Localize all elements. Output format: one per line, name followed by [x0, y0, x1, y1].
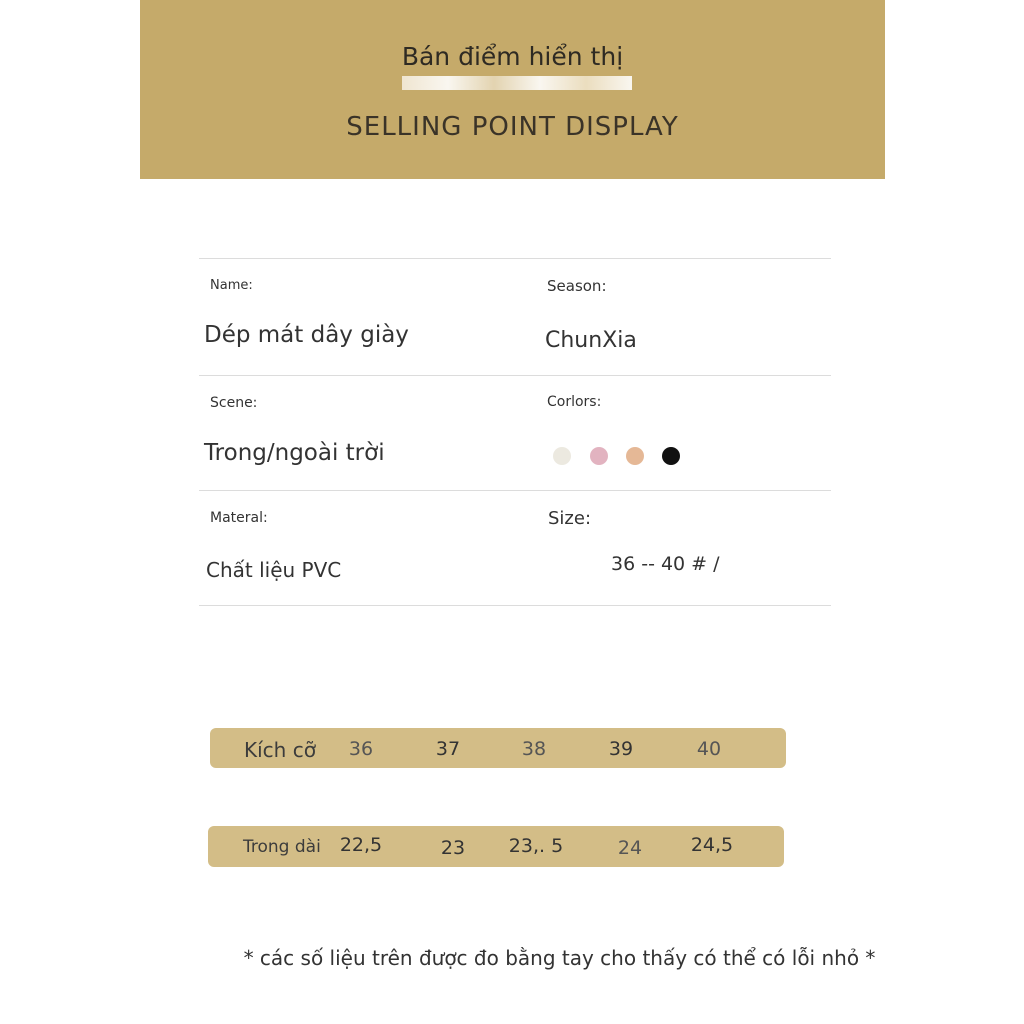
divider	[199, 490, 831, 491]
divider	[199, 258, 831, 259]
color-swatch-black	[662, 447, 680, 465]
color-swatch-tan	[626, 447, 644, 465]
name-label: Name:	[210, 278, 253, 293]
material-value: Chất liệu PVC	[206, 558, 342, 582]
length-cell: 22,5	[339, 834, 383, 856]
header-title-vi: Bán điểm hiển thị	[401, 42, 624, 71]
size-cell: 37	[435, 738, 461, 760]
color-swatch-pink	[590, 447, 608, 465]
color-swatch-cream	[553, 447, 571, 465]
length-row-label: Trong dài	[243, 837, 321, 857]
size-cell: 39	[608, 738, 634, 760]
blurred-watermark	[402, 76, 632, 90]
divider	[199, 375, 831, 376]
length-cell: 23	[440, 837, 466, 859]
size-cell: 40	[696, 738, 722, 760]
season-value: ChunXia	[545, 328, 637, 353]
size-value: 36 -- 40 # /	[611, 553, 720, 575]
size-row-label: Kích cỡ	[244, 738, 316, 762]
colors-label: Corlors:	[547, 394, 602, 410]
header-title-en: SELLING POINT DISPLAY	[346, 112, 679, 142]
material-label: Materal:	[210, 510, 268, 526]
name-value: Dép mát dây giày	[204, 322, 409, 348]
season-label: Season:	[547, 277, 607, 295]
scene-label: Scene:	[210, 395, 258, 411]
length-cell: 23,. 5	[508, 835, 564, 857]
size-label: Size:	[548, 508, 592, 529]
size-cell: 38	[521, 738, 547, 760]
divider	[199, 605, 831, 606]
header-banner	[140, 0, 885, 179]
length-cell: 24	[617, 837, 643, 859]
size-cell: 36	[348, 738, 374, 760]
length-cell: 24,5	[690, 834, 734, 856]
scene-value: Trong/ngoài trời	[204, 440, 385, 466]
measurement-note: * các số liệu trên được đo bằng tay cho thấy có thể có lỗi nhỏ *	[243, 946, 876, 970]
